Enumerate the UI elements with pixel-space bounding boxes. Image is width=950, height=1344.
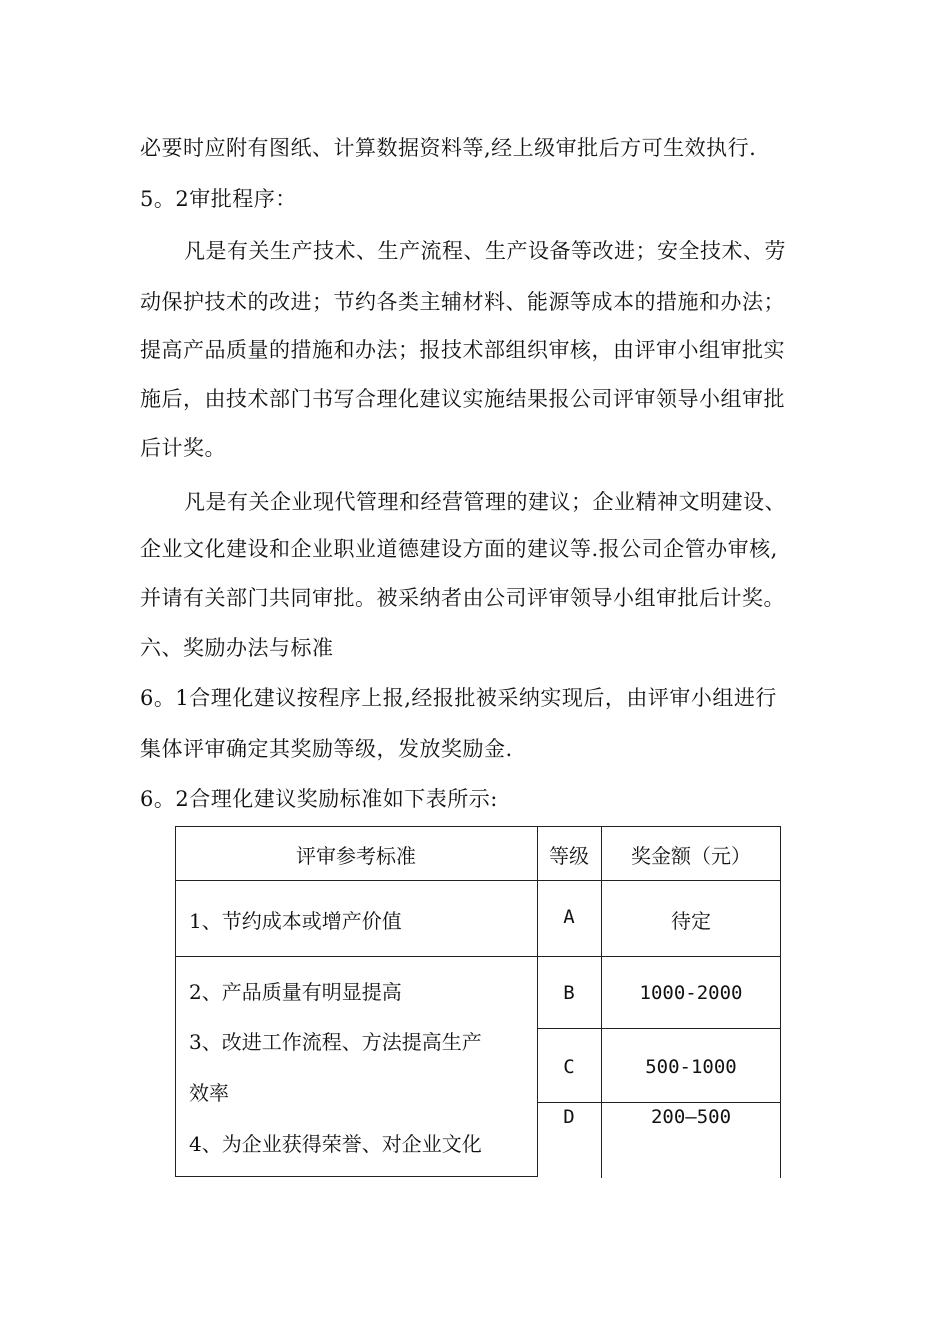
paragraph-line: 企业文化建设和企业职业道德建设方面的建议等.报公司企管办审核, [140,537,778,561]
section-heading: 六、奖励办法与标准 [140,636,334,660]
table-border [537,1028,781,1029]
amount-cell: 1000-2000 [639,982,743,1004]
amount-cell: 待定 [671,909,711,933]
paragraph-line: 凡是有关生产技术、生产流程、生产设备等改进；安全技术、劳 [184,239,786,263]
paragraph-line: 集体评审确定其奖励等级，发放奖励金. [140,737,513,761]
header-grade: 等级 [549,844,589,868]
table-border [175,826,176,1177]
criteria-item: 3、改进工作流程、方法提高生产 [189,1030,482,1054]
paragraph-line: 动保护技术的改进；节约各类主辅材料、能源等成本的措施和办法； [140,290,785,314]
criteria-item: 效率 [189,1081,229,1105]
paragraph-line: 6。1合理化建议按程序上报,经报批被采纳实现后，由评审小组进行 [140,686,777,710]
header-criteria: 评审参考标准 [296,844,416,868]
paragraph-line: 提高产品质量的措施和办法；报技术部组织审核，由评审小组审批实 [140,338,785,362]
header-amount: 奖金额（元） [631,844,751,868]
grade-cell: D [563,1106,575,1128]
amount-cell: 500-1000 [645,1056,737,1078]
paragraph-line: 后计奖。 [140,436,226,460]
paragraph-line: 6。2合理化建议奖励标准如下表所示: [140,787,498,811]
criteria-item: 4、为企业获得荣誉、对企业文化 [189,1132,482,1156]
reward-table [175,826,781,1178]
table-border [175,826,781,827]
grade-cell: A [563,906,575,928]
table-border [175,956,781,957]
paragraph-line: 凡是有关企业现代管理和经营管理的建议；企业精神文明建设、 [184,490,786,514]
grade-cell: C [563,1056,575,1078]
paragraph-line: 必要时应附有图纸、计算数据资料等,经上级审批后方可生效执行. [140,136,757,160]
paragraph-line: 施后，由技术部门书写合理化建议实施结果报公司评审领导小组审批 [140,387,785,411]
grade-cell: B [563,982,575,1004]
table-border [175,1176,538,1177]
criteria-item: 2、产品质量有明显提高 [189,980,402,1004]
criteria-item: 1、节约成本或增产价值 [189,909,402,933]
table-border [537,1102,781,1103]
section-heading: 5。2审批程序： [140,187,297,211]
amount-cell: 200—500 [650,1106,732,1128]
table-border [175,880,781,881]
paragraph-line: 并请有关部门共同审批。被采纳者由公司评审领导小组审批后计奖。 [140,586,785,610]
